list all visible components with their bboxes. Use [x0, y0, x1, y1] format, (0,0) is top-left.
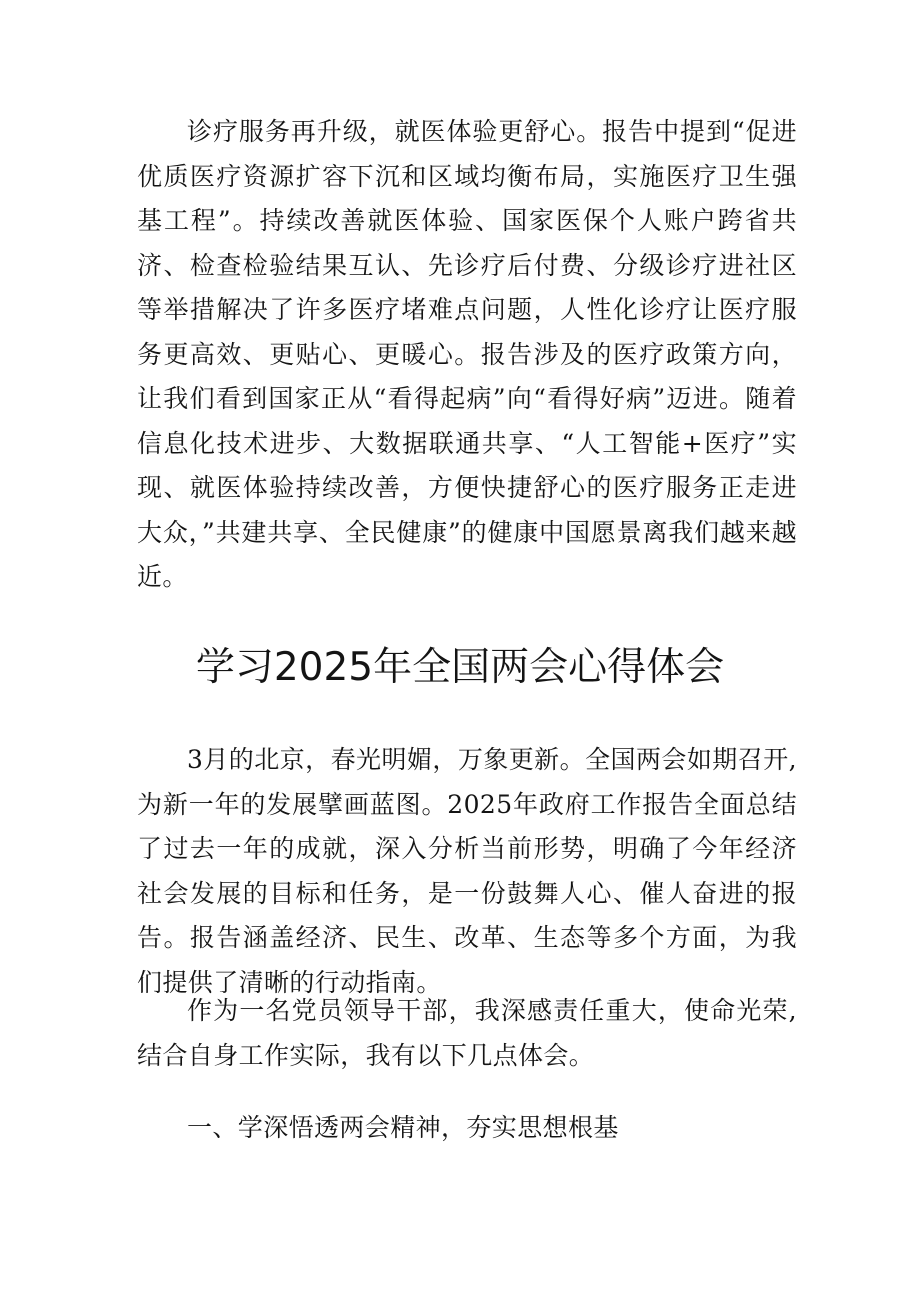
section-heading: 一、学深悟透两会精神，夯实思想根基: [187, 1113, 619, 1142]
document-title: 学习2025年全国两会心得体会: [195, 645, 725, 690]
body-paragraph-healthcare: 诊疗服务再升级，就医体验更舒心。报告中提到“促进优质医疗资源扩容下沉和区域均衡布局，实施医疗卫生强基工程”。持续改善就医体验、国家医保个人账户跨省共济、检查检验结果互认、先诊疗后付费、分级诊疗进社区等举措解决了许多医疗堵难点问题，人性化诊疗让医疗服务更高效、更贴心、更暖心。报告涉及的医疗政策方向，让我们看到国家正从“看得起病”向“看得好病”迈进。随着信息化技术进步、大数据联通共享、“人工智能+医疗”实现、就医体验持续改善，方便快捷舒心的医疗服务正走进大众，”共建共享、全民健康”的健康中国愿景离我们越来越近。: [137, 117, 797, 591]
body-paragraph-intro: 3月的北京，春光明媚，万象更新。全国两会如期召开, 为新一年的发展擘画蓝图。2025年政府工作报告全面总结了过去一年的成就，深入分析当前形势，明确了今年经济社会发展的目标和任务，是一份鼓舞人心、催人奋进的报告。报告涵盖经济、民生、改革、生态等多个方面，为我们提供了清晰的行动指南。: [137, 745, 797, 997]
body-paragraph-reflection: 作为一名党员领导干部，我深感责任重大，使命光荣, 结合自身工作实际，我有以下几点体会。: [137, 996, 797, 1070]
